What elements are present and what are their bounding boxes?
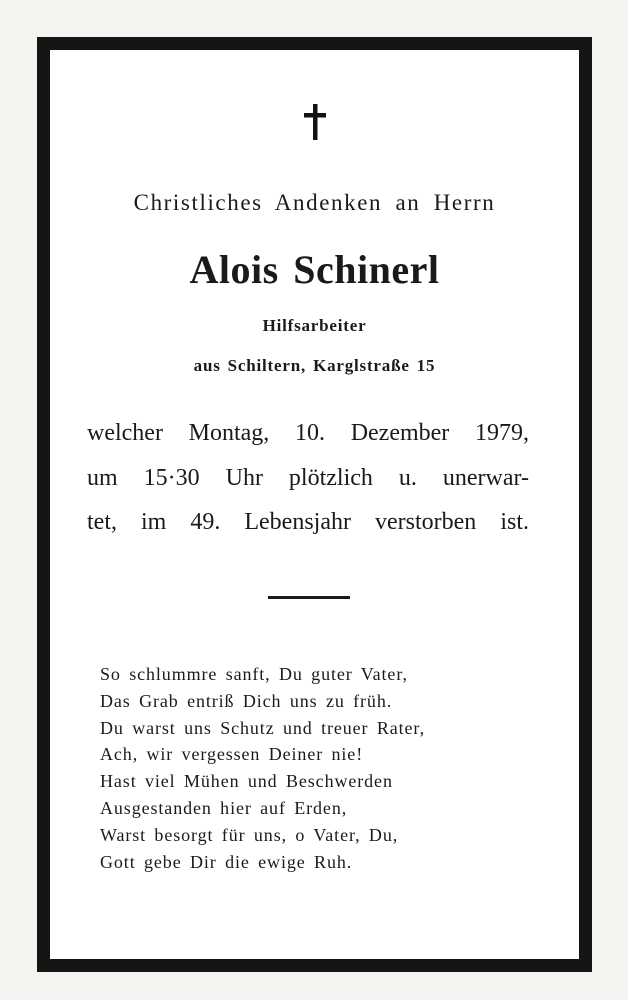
- memorial-card: [37, 37, 592, 972]
- deceased-name: Alois Schinerl: [189, 247, 440, 292]
- poem-line: Ausgestanden hier auf Erden,: [100, 797, 348, 818]
- poem-line: Du warst uns Schutz und treuer Rater,: [100, 717, 426, 738]
- poem-line: Hast viel Mühen und Beschwerden: [100, 771, 393, 792]
- poem-line: Gott gebe Dir die ewige Ruh.: [100, 851, 353, 872]
- death-notice-line: tet, im 49. Lebensjahr verstorben ist.: [87, 509, 529, 535]
- divider-rule: [268, 596, 350, 599]
- cross-container: [50, 104, 579, 144]
- poem-line: Ach, wir vergessen Deiner nie!: [100, 744, 364, 765]
- address: aus Schiltern, Karglstraße 15: [193, 356, 436, 375]
- death-notice-line: um 15·30 Uhr plötzlich u. unerwar-: [87, 465, 529, 491]
- poem-line: Das Grab entriß Dich uns zu früh.: [100, 690, 393, 711]
- death-notice-line: welcher Montag, 10. Dezember 1979,: [87, 420, 529, 446]
- occupation: Hilfsarbeiter: [262, 316, 367, 335]
- card-content: [50, 50, 579, 959]
- intro-text: Christliches Andenken an Herrn: [133, 190, 496, 215]
- poem-line: Warst besorgt für uns, o Vater, Du,: [100, 824, 399, 845]
- poem-line: So schlummre sanft, Du guter Vater,: [100, 664, 408, 684]
- poem: [100, 661, 425, 875]
- cross-icon: [303, 104, 327, 140]
